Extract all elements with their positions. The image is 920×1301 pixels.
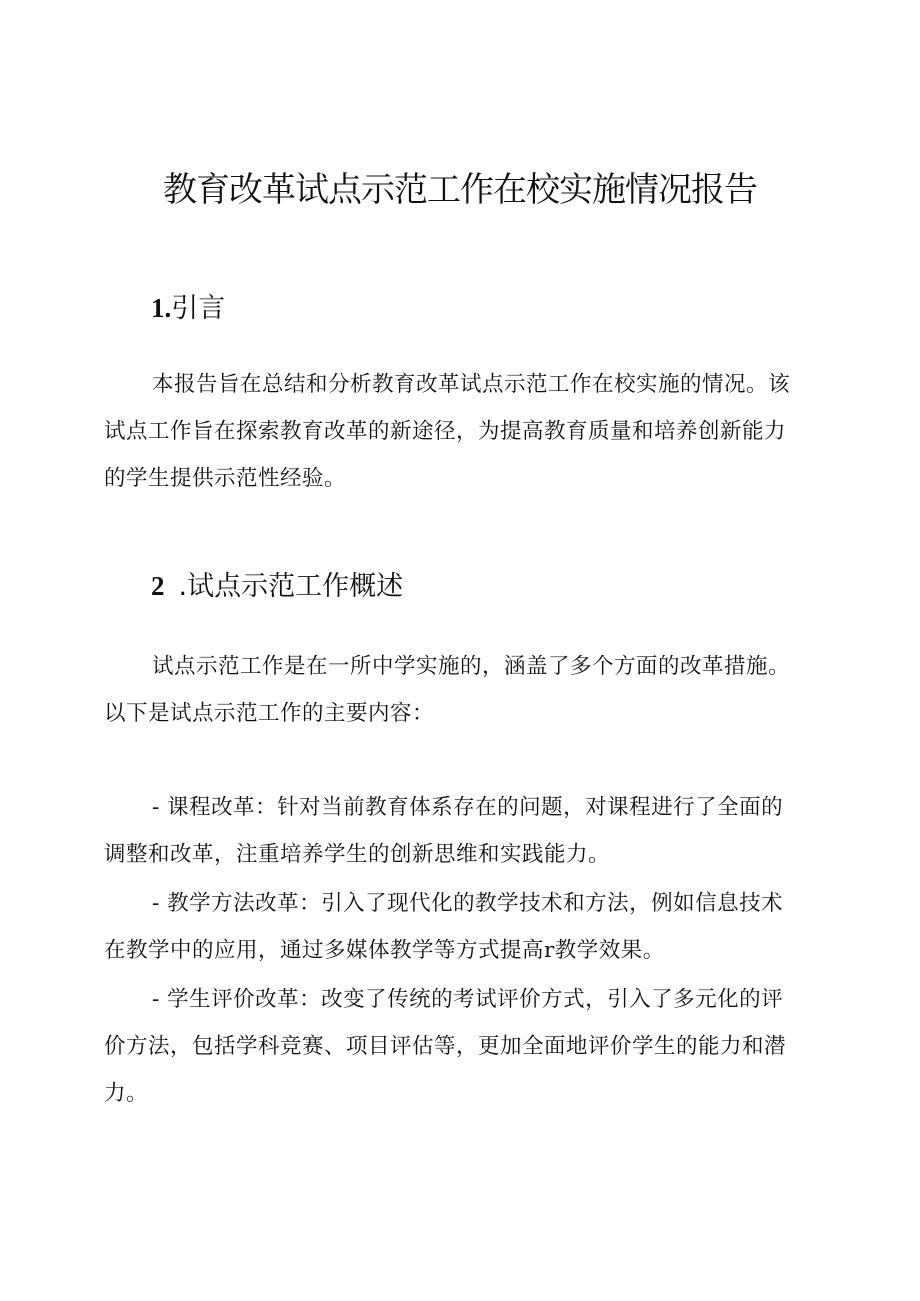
section-heading-text: .试点示范工作概述 [178, 571, 404, 602]
section-heading-text: 引言 [171, 293, 226, 324]
section-paragraph-overview: 试点示范工作是在一所中学实施的，涵盖了多个方面的改革措施。以下是试点示范工作的主要内容： [104, 654, 791, 726]
section-heading-introduction [151, 288, 225, 329]
section-number: 1. [151, 293, 172, 323]
list-item-teaching-method-reform: - 教学方法改革：引入了现代化的教学技术和方法，例如信息技术在教学中的应用，通过多媒体教学等方式提高r教学效果。 [104, 891, 784, 963]
list-item-student-evaluation-reform: - 学生评价改革：改变了传统的考试评价方式，引入了多元化的评价方法，包括学科竞赛、项目评估等，更加全面地评价学生的能力和潜力。 [104, 987, 787, 1106]
document-title: 教育改革试点示范工作在校实施情况报告 [163, 170, 757, 210]
section-paragraph-introduction: 本报告旨在总结和分析教育改革试点示范工作在校实施的情况。该试点工作旨在探索教育改革的新途径，为提高教育质量和培养创新能力的学生提供示范性经验。 [104, 372, 791, 491]
list-item-curriculum-reform: - 课程改革：针对当前教育体系存在的问题，对课程进行了全面的调整和改革，注重培养学生的创新思维和实践能力。 [104, 795, 784, 867]
section-number: 2 [151, 571, 165, 601]
section-heading-overview [151, 566, 403, 607]
